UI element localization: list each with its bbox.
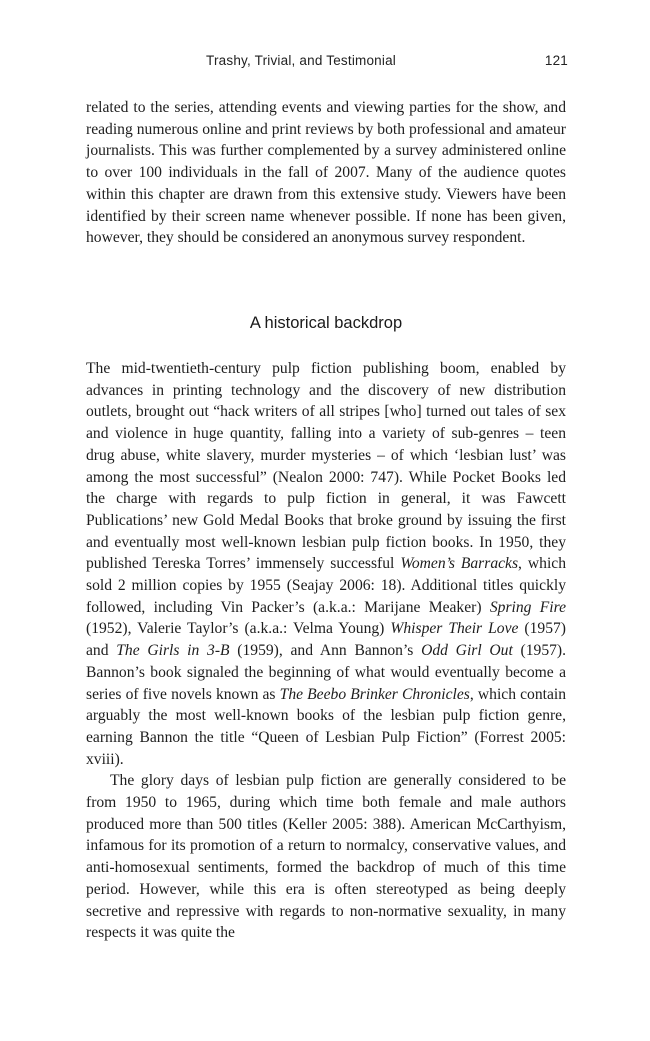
running-title: Trashy, Trivial, and Testimonial xyxy=(206,53,396,68)
continued-paragraph: related to the series, attending events and viewing parties for the show, and reading numerous online and print reviews by both professional and amateur journalists. This was further complemented by a survey administered online to over 100 individuals in the fall of 2007. Many of the audience quotes within this chapter are drawn from this extensive study. Viewers have been identified by their screen name whenever possible. If none has been given, however, they should be considered an anonymous survey respondent. xyxy=(86,99,566,247)
paragraph-1-text-1: The mid-twentieth-century pulp fiction publishing boom, enabled by advances in printing technology and the discovery of new distribution outlets, brought out “hack writers of all stripes [who] turned out tales of sex and violence in huge quantity, falling into a variety of sub-genres – teen drug abuse, white slavery, murder mysteries – of which ‘lesbian lust’ was among the most successful” (Nealon 2000: 747). While Pocket Books led the charge with regards to pulp fiction in general, it was Fawcett Publications’ new Gold Medal Books that broke ground by issuing the first and eventually most well-known lesbian pulp fiction books. In 1950, they published Tereska Torres’ immensely successful xyxy=(86,360,566,573)
paragraph-1-text-7: , which contain arguably the most well-known books of the lesbian pulp fiction genre, earning Bannon the title “Queen of Lesbian Pulp Fiction” (Forrest 2005: xviii). xyxy=(86,685,567,768)
book-title-spring-fire: Spring Fire xyxy=(489,598,566,616)
paragraph-1 xyxy=(86,358,566,770)
book-title-beebo-brinker: The Beebo Brinker Chronicles xyxy=(279,685,470,703)
book-title-girls-in-3b: The Girls in 3-B xyxy=(116,642,230,660)
paragraph-1-text-6: (1957). Bannon’s book signaled the beginning of what would eventually become a series of five novels known as xyxy=(86,642,566,703)
section-body xyxy=(86,358,566,944)
book-title-whisper-their-love: Whisper Their Love xyxy=(390,620,519,638)
paragraph-1-text-3: (1952), Valerie Taylor’s (a.k.a.: Velma Young) xyxy=(86,620,391,638)
page-number: 121 xyxy=(544,53,568,68)
section-heading: A historical backdrop xyxy=(249,314,403,332)
paragraph-2: The glory days of lesbian pulp fiction are generally considered to be from 1950 to 1965, during which time both female and male authors produced more than 500 titles (Keller 2005: 388). American McCarthyism, infamous for its promotion of a return to normalcy, conservative values, and anti-homosexual sentiments, formed the backdrop of much of this time period. However, while this era is often stereotyped as being deeply secretive and repressive with regards to non-normative sexuality, in many respects it was quite the xyxy=(86,772,566,942)
paragraph-1-text-4: (1957) and xyxy=(86,620,566,660)
continued-paragraph-block xyxy=(86,97,566,249)
paragraph-1-text-2: , which sold 2 million copies by 1955 (Seajay 2006: 18). Additional titles quickly followed, including Vin Packer’s (a.k.a.: Marijane Meaker) xyxy=(86,555,566,616)
running-header xyxy=(86,53,568,73)
book-title-womens-barracks: Women’s Barracks xyxy=(400,555,519,573)
paragraph-1-text-5: (1959), and Ann Bannon’s xyxy=(229,642,422,660)
book-title-odd-girl-out: Odd Girl Out xyxy=(421,642,513,660)
